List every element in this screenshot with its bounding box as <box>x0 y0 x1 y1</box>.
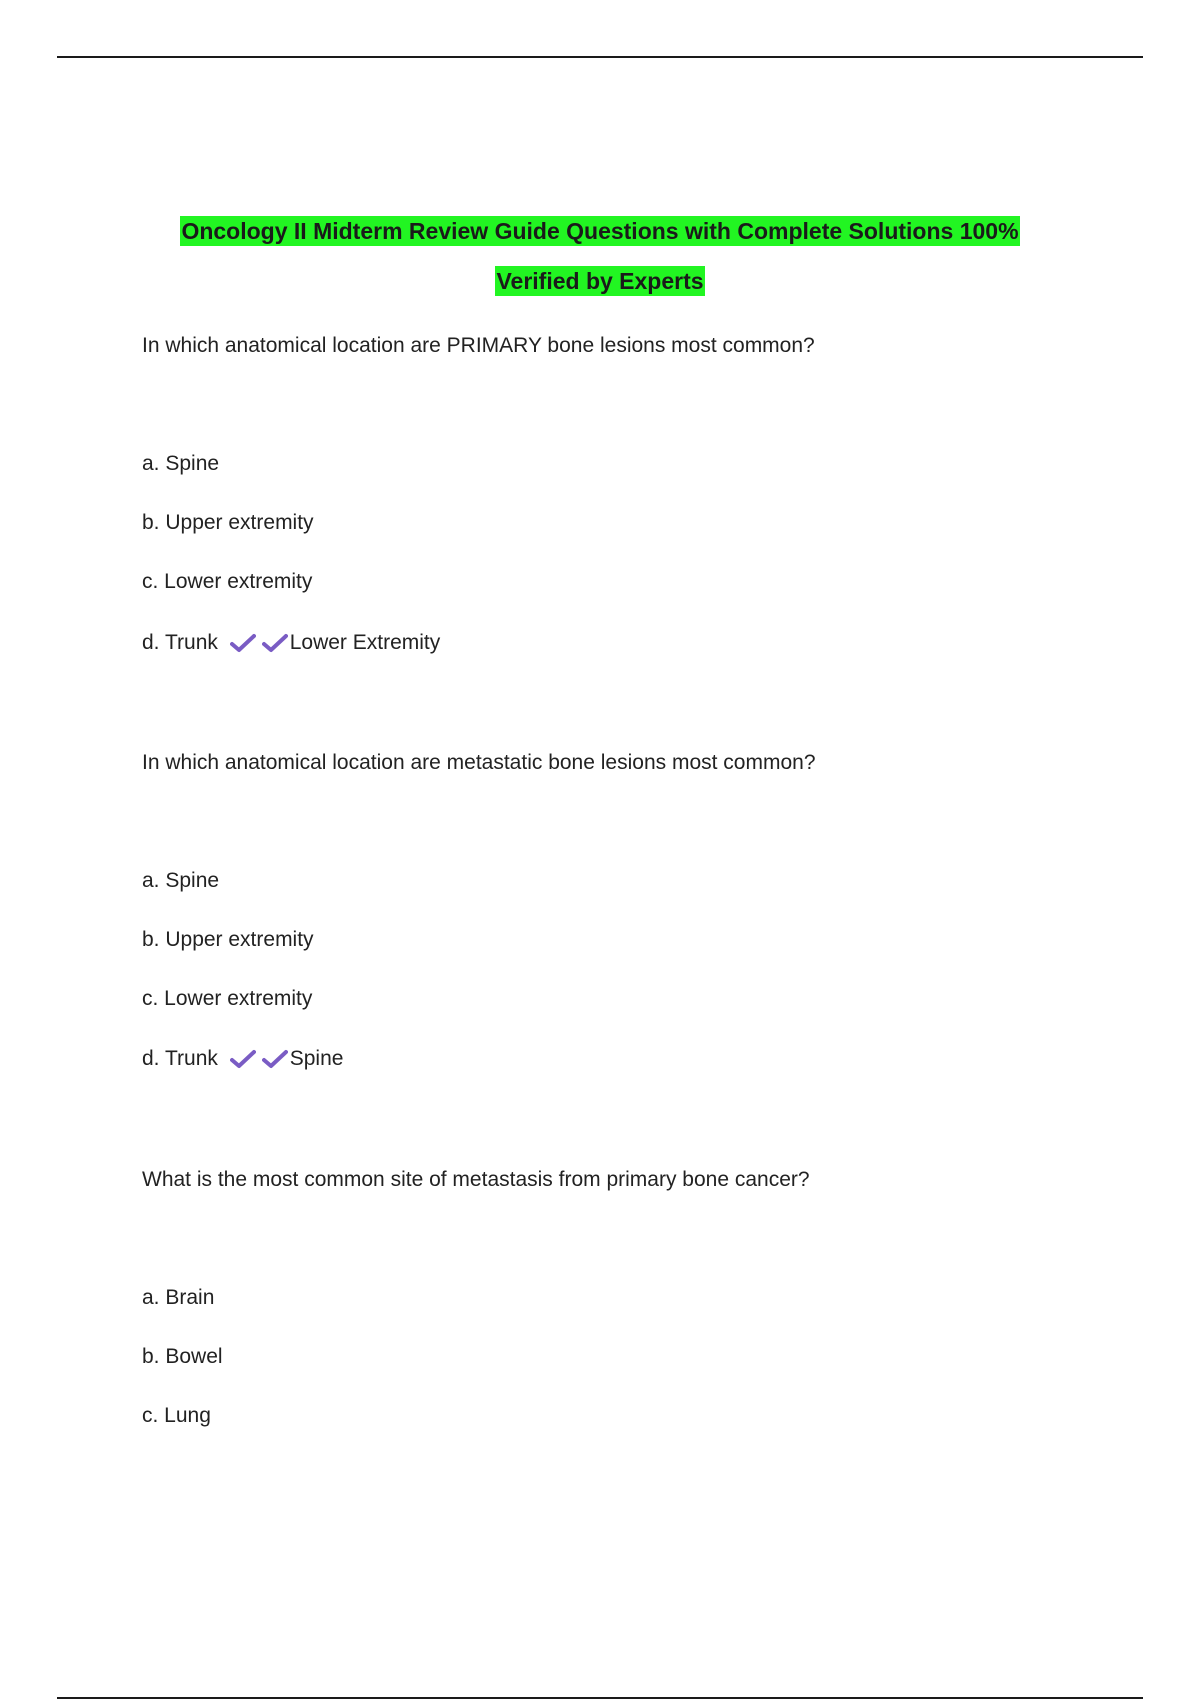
question-2: In which anatomical location are metastatic bone lesions most common? <box>142 751 816 774</box>
q1-option-d: d. Trunk <box>142 631 218 654</box>
document-title-line-1 <box>0 218 1200 245</box>
question-1: In which anatomical location are PRIMARY bone lesions most common? <box>142 334 815 357</box>
q3-option-c: c. Lung <box>142 1404 211 1427</box>
q3-option-b: b. Bowel <box>142 1345 223 1368</box>
q1-option-d-row <box>142 631 440 655</box>
q2-option-a: a. Spine <box>142 869 220 892</box>
title-highlight-2: Verified by Experts <box>496 268 704 294</box>
footer-rule <box>57 1697 1143 1699</box>
check-icon <box>230 1049 256 1069</box>
q2-option-d-row <box>142 1047 343 1071</box>
q1-option-a: a. Spine <box>142 452 220 475</box>
q2-option-b: b. Upper extremity <box>142 928 314 951</box>
question-3: What is the most common site of metastasis from primary bone cancer? <box>142 1168 810 1191</box>
q2-option-d: d. Trunk <box>142 1047 218 1070</box>
q1-option-b: b. Upper extremity <box>142 511 314 534</box>
check-icon <box>230 633 256 653</box>
document-title-line-2 <box>0 268 1200 295</box>
title-highlight-1: Oncology II Midterm Review Guide Questions with Complete Solutions 100% <box>181 218 1019 244</box>
check-icon <box>262 633 288 653</box>
q1-option-c: c. Lower extremity <box>142 570 313 593</box>
check-icon <box>262 1049 288 1069</box>
header-rule <box>57 56 1143 58</box>
q2-option-c: c. Lower extremity <box>142 987 313 1010</box>
q1-answer: Lower Extremity <box>289 631 441 654</box>
q2-answer: Spine <box>289 1047 344 1070</box>
q3-option-a: a. Brain <box>142 1286 215 1309</box>
